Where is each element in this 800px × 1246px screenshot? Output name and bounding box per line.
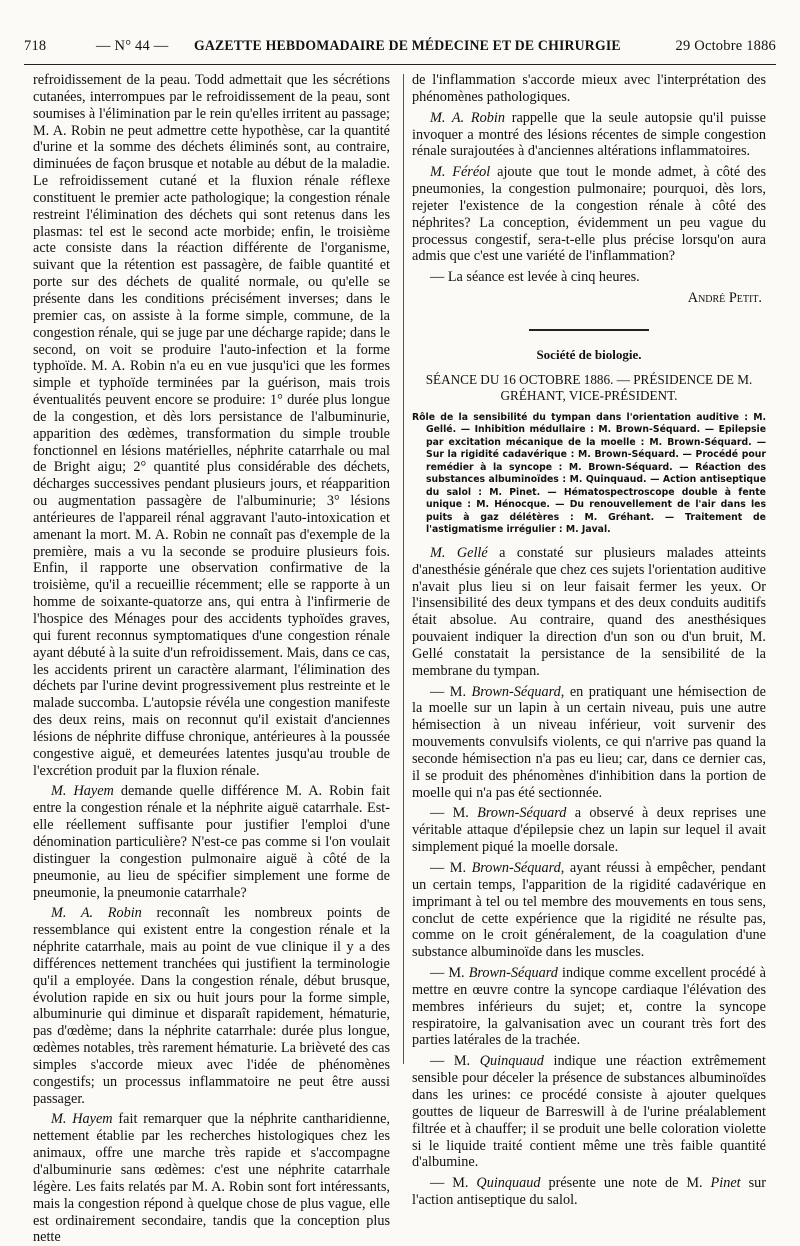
speaker-name: M. Hayem — [51, 1111, 113, 1128]
page-header — [24, 38, 776, 62]
paragraph: — M. Brown-Séquard, ayant réussi à empêcher, pendant un certain temps, l'apparition de la rigidité cadavérique en imprimant à tel ou tel membre des mouvements en tous sens, conclut de cette expérience que la rigidité ne résulte pas, comme on le croit généralement, de la coagulation d'une substance albuminoïde dans les muscles. — [412, 860, 766, 961]
signature: André Petit. — [687, 290, 762, 307]
paragraph: — M. Brown-Séquard a observé à deux reprises une véritable attaque d'épilepsie chez un lapin sur lequel il avait simplement piqué la moelle dorsale. — [412, 805, 766, 856]
paragraph: de l'inflammation s'accorde mieux avec l'interprétation des phénomènes pathologiques. — [412, 72, 766, 105]
header-rule — [24, 64, 776, 65]
journal-title: GAZETTE HEBDOMADAIRE DE MÉDECINE ET DE CHIRURGIE — [194, 38, 621, 54]
page-number: 718 — [24, 38, 47, 54]
speaker-name: Brown-Séquard — [477, 805, 567, 822]
speaker-name: Brown-Séquard — [471, 860, 561, 876]
session-heading: SÉANCE DU 16 OCTOBRE 1886. — PRÉSIDENCE DE M. GRÉHANT, VICE-PRÉSIDENT. — [425, 371, 753, 403]
speaker-name: M. Gellé — [430, 544, 488, 561]
paragraph: — M. Brown-Séquard indique comme excellent procédé à mettre en œuvre contre la syncope cardiaque l'élévation des membres inférieurs du sujet; et, contre la syncope respiratoire, la galvanisation avec un courant très fort des parties latérales de la trachée. — [412, 965, 766, 1049]
paragraph: — La séance est levée à cinq heures. — [430, 269, 640, 286]
issue-number: — N° 44 — — [96, 38, 169, 54]
speaker-name: Brown-Séquard — [471, 683, 561, 700]
paragraph: M. Féréol ajoute que tout le monde admet, à côté des pneumonies, la congestion pulmonaire; pourquoi, dès lors, rejeter l'existence de la congestion rénale à côté des néphrites? La conception, évidemment un peu vague du processus congestif, sera-t-elle plus précise lorsqu'on aura admis que c'est une variété de l'inflammation? — [412, 164, 766, 265]
paragraph: M. Hayem fait remarquer que la néphrite cantharidienne, nettement établie par les recherches histologiques chez les animaux, offre une marche très rapide et s'accompagne d'albuminurie sans œdèmes: c'est une néphrite catarrhale légère. Les faits relatés par M. A. Robin sont fort intéressants, mais la congestion répond à quelque chose de plus vague, elle est ordinairement secondaire, tandis que la conception plus nette — [33, 1111, 390, 1246]
paragraph: M. A. Robin reconnaît les nombreux points de ressemblance qui existent entre la congestion rénale et la néphrite catarrhale, mais au point de vue clinique il y a des différences nettement tranchées qui justifient la terminologie qu'il a employée. Dans la congestion rénale, début brusque, évolution rapide en six ou huit jours pour la forme simple, albuminurie qui diminue et disparaît rapidement, hématurie, pas d'œdème; dans la néphrite catarrhale: durée plus longue, œdèmes notables, très rarement hématurie. La brièveté des cas simples s'accorde mieux avec l'idée de phénomènes congestifs; un processus inflammatoire ne peut être aussi passager. — [33, 905, 390, 1107]
issue-date: 29 Octobre 1886 — [675, 38, 776, 54]
paragraph: refroidissement de la peau. Todd admettait que les sécrétions cutanées, interrompues par le refroidissement de la peau, sont soumises à l'élimination par le rein qu'elles irritent au passage; M. A. Robin ne peut admettre cette hypothèse, car la quantité d'urine et la somme des déchets éliminés sont, au contraire, diminuées de façon brusque et notable au début de la maladie. Le refroidissement cutané et la fluxion rénale réflexe constituent le premier acte pathologique; la congestion rénale restreint l'élimination des déchets qui sont retenus dans les plasmas: tel est le second acte morbide; enfin, le troisième acte consiste dans la réaction différente de l'organisme, suivant que la rétention est passagère, de faible quantité et porte sur des déchets de qualité normale, ou qu'elle se présente dans les conditions précisément inverses; dans le premier cas, on assiste à la forme simple, commune, de la congestion rénale, qui se juge par une décharge rapide; dans le second, on voit se produire l'auto-infection et la forme typhoïde. M. A. Robin n'a eu en vue jusqu'ici que les formes simple et typhoïde terminées par la guérison, mais trois éventualités peuvent encore se produire: 1° durée plus longue de la congestion, et dès lors persistance de l'albuminurie, apparition des œdèmes, transformation du simple trouble fonctionnel en lésions matérielles, néphrite catarrhale ou mal de Bright aigu; 2° quantité plus considérable des déchets, décharges successives pendant plusieurs jours, et réapparition ou augmentation passagère de l'albuminurie; 3° lésions antérieures de l'appareil rénal aggravant l'auto-intoxication et amenant la mort. M. A. Robin ne connaît pas d'exemple de la première, mais a vu la seconde se produire plusieurs fois. Enfin, il rapporte une observation confirmative de la troisième, qu'il a recueillie récemment; elle se rapporte à un homme de soixante-quatorze ans, qui entra à l'infirmerie de l'hospice des Ménages pour des accidents typhoïdes graves, qui furent reconnus symptomatiques d'une congestion rénale ayant débuté à la suite d'un refroidissement. Mais, dans ce cas, les accidents prirent un caractère alarmant, l'élimination des déchets par l'urine devint progressivement plus restreinte et le malade succomba. L'autopsie révéla une congestion manifeste des deux reins, mais on reconnut qu'il existait d'anciennes lésions de néphrite diffuse chronique, antérieures à la poussée congestive aiguë, et demeurées latentes jusqu'au trouble de l'excrétion produit par la fluxion rénale. — [33, 72, 390, 779]
section-title: Société de biologie. — [536, 346, 642, 362]
left-column — [33, 72, 390, 1246]
paragraph: — M. Quinquaud présente une note de M. Pinet sur l'action antiseptique du salol. — [412, 1175, 766, 1209]
paragraph: M. Gellé a constaté sur plusieurs malades atteints d'anesthésie générale que chez ces sujets l'orientation auditive n'avait plus lieu si on leur faisait fermer les yeux. Or l'insensibilité des deux tympans et des deux conduits auditifs était absolue. Au contraire, quand des anesthésiques pouvaient indiquer la direction d'un son ou d'un bruit, M. Gellé constatait la persistance de la sensibilité de la membrane du tympan. — [412, 544, 766, 679]
speaker-name: Brown-Séquard — [468, 965, 558, 982]
speaker-name: M. A. Robin — [430, 109, 505, 126]
speaker-name: M. Féréol — [430, 164, 491, 181]
speaker-name: Quinquaud — [479, 1053, 544, 1070]
section-rule — [529, 329, 649, 331]
paragraph: M. A. Robin rappelle que la seule autopsie qu'il puisse invoquer a montré des lésions récentes de simple congestion rénale surajoutées à d'anciennes altérations inflammatoires. — [412, 109, 766, 160]
paragraph: M. Hayem demande quelle différence M. A. Robin fait entre la congestion rénale et la néphrite aiguë catarrhale. Est-elle réellement suffisante pour justifier l'emploi d'une dénomination particulière? N'est-ce pas comme si l'on voulait distinguer la congestion pulmonaire aiguë à côté de la pneumonie, au lieu de spécifier simplement une forme de pneumonie, la pneumonie catarrhale? — [33, 783, 390, 901]
paragraph: — M. Brown-Séquard, en pratiquant une hémisection de la moelle sur un lapin à un certain niveau, puis une autre hémisection à un niveau inférieur, voit survenir des mouvements convulsifs violents, ce qui n'arrive pas quand la seconde hémisection n'a pas eu lieu; car, dans ce dernier cas, il se produit des phénomènes d'inhibition dans la portion de moelle qui n'a pas été sectionnée. — [412, 683, 767, 801]
speaker-name: Quinquaud — [476, 1175, 541, 1192]
speaker-name: Pinet — [710, 1175, 741, 1192]
paragraph: — M. Quinquaud indique une réaction extrêmement sensible pour déceler la présence de substances albuminoïdes dans les urines: ce procédé consiste à ajouter quelques gouttes de liqueur de Barreswill à de l'urine préalablement filtrée et à chauffer; il se produit une belle coloration violette si le liquide traité contient même une très faible quantité d'albumine. — [412, 1053, 766, 1171]
speaker-name: M. A. Robin — [51, 905, 142, 922]
right-column — [412, 72, 766, 1209]
session-summary: Rôle de la sensibilité du tympan dans l'orientation auditive : M. Gellé. — Inhibition médullaire : M. Brown-Séquard. — Epilepsie par excitation mécanique de la moelle : M. Brown-Séquard. — Sur la rigidité cadavérique : M. Brown-Séquard. — Procédé pour remédier à la syncope : M. Brown-Séquard. — Réaction des substances albuminoïdes : M. Quinquaud. — Action antiseptique du salol : M. Pinet. — Hématospectroscope double à fente unique : M. Hénocque. — Du renouvellement de l'air dans les puits à gaz délétères : M. Gréhant. — Traitement de l'astigmatisme irrégulier : M. Javal. — [412, 411, 766, 536]
speaker-name: M. Hayem — [51, 783, 114, 800]
column-divider — [403, 74, 404, 1064]
